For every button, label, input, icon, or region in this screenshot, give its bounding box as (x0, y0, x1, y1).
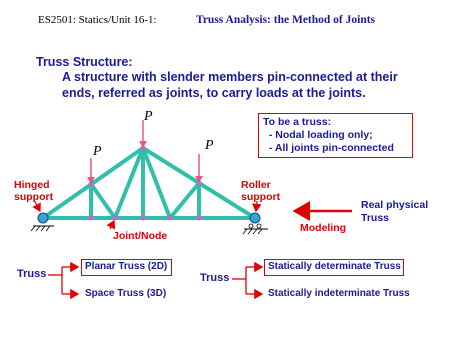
course-label: ES2501: Statics/Unit 16-1: (38, 14, 157, 26)
space-truss-label: Space Truss (3D) (85, 288, 167, 299)
load-label-top: P (144, 109, 153, 124)
load-label-left: P (93, 144, 102, 159)
page-title: Truss Analysis: the Method of Joints (196, 14, 376, 26)
roller-support-label-2: support (241, 191, 281, 203)
classification2-root: Truss (200, 272, 230, 284)
hinged-support-label-1: Hinged (14, 179, 50, 191)
definition-line-1: A structure with slender members pin-connected at their (62, 70, 398, 84)
load-label-right: P (205, 138, 214, 153)
truss-members (43, 148, 255, 218)
planar-truss-label: Planar Truss (2D) (85, 261, 168, 272)
section-heading: Truss Structure: (36, 55, 133, 69)
truss-definition-title: To be a truss: (263, 116, 332, 128)
truss-definition-item-2: - All joints pin-connected (263, 142, 394, 154)
real-truss-label-2: Truss (361, 212, 390, 224)
definition-line-2: ends, referred as joints, to carry loads at the joints. (62, 86, 366, 100)
indeterminate-truss-label: Statically indeterminate Truss (268, 288, 410, 299)
classification1-root: Truss (17, 268, 47, 280)
hinged-support-icon (31, 213, 54, 231)
real-truss-label-1: Real physical (361, 199, 429, 211)
roller-support-label-1: Roller (241, 179, 271, 191)
joint-pointer-arrow (110, 221, 114, 229)
truss-definition-item-1: - Nodal loading only; (263, 129, 373, 141)
hinged-support-label-2: support (14, 191, 54, 203)
classification2-connectors (232, 267, 262, 294)
modeling-label: Modeling (300, 222, 347, 234)
classification1-connectors (48, 267, 78, 294)
joint-node-label: Joint/Node (113, 230, 168, 242)
determinate-truss-label: Statically determinate Truss (268, 261, 401, 272)
